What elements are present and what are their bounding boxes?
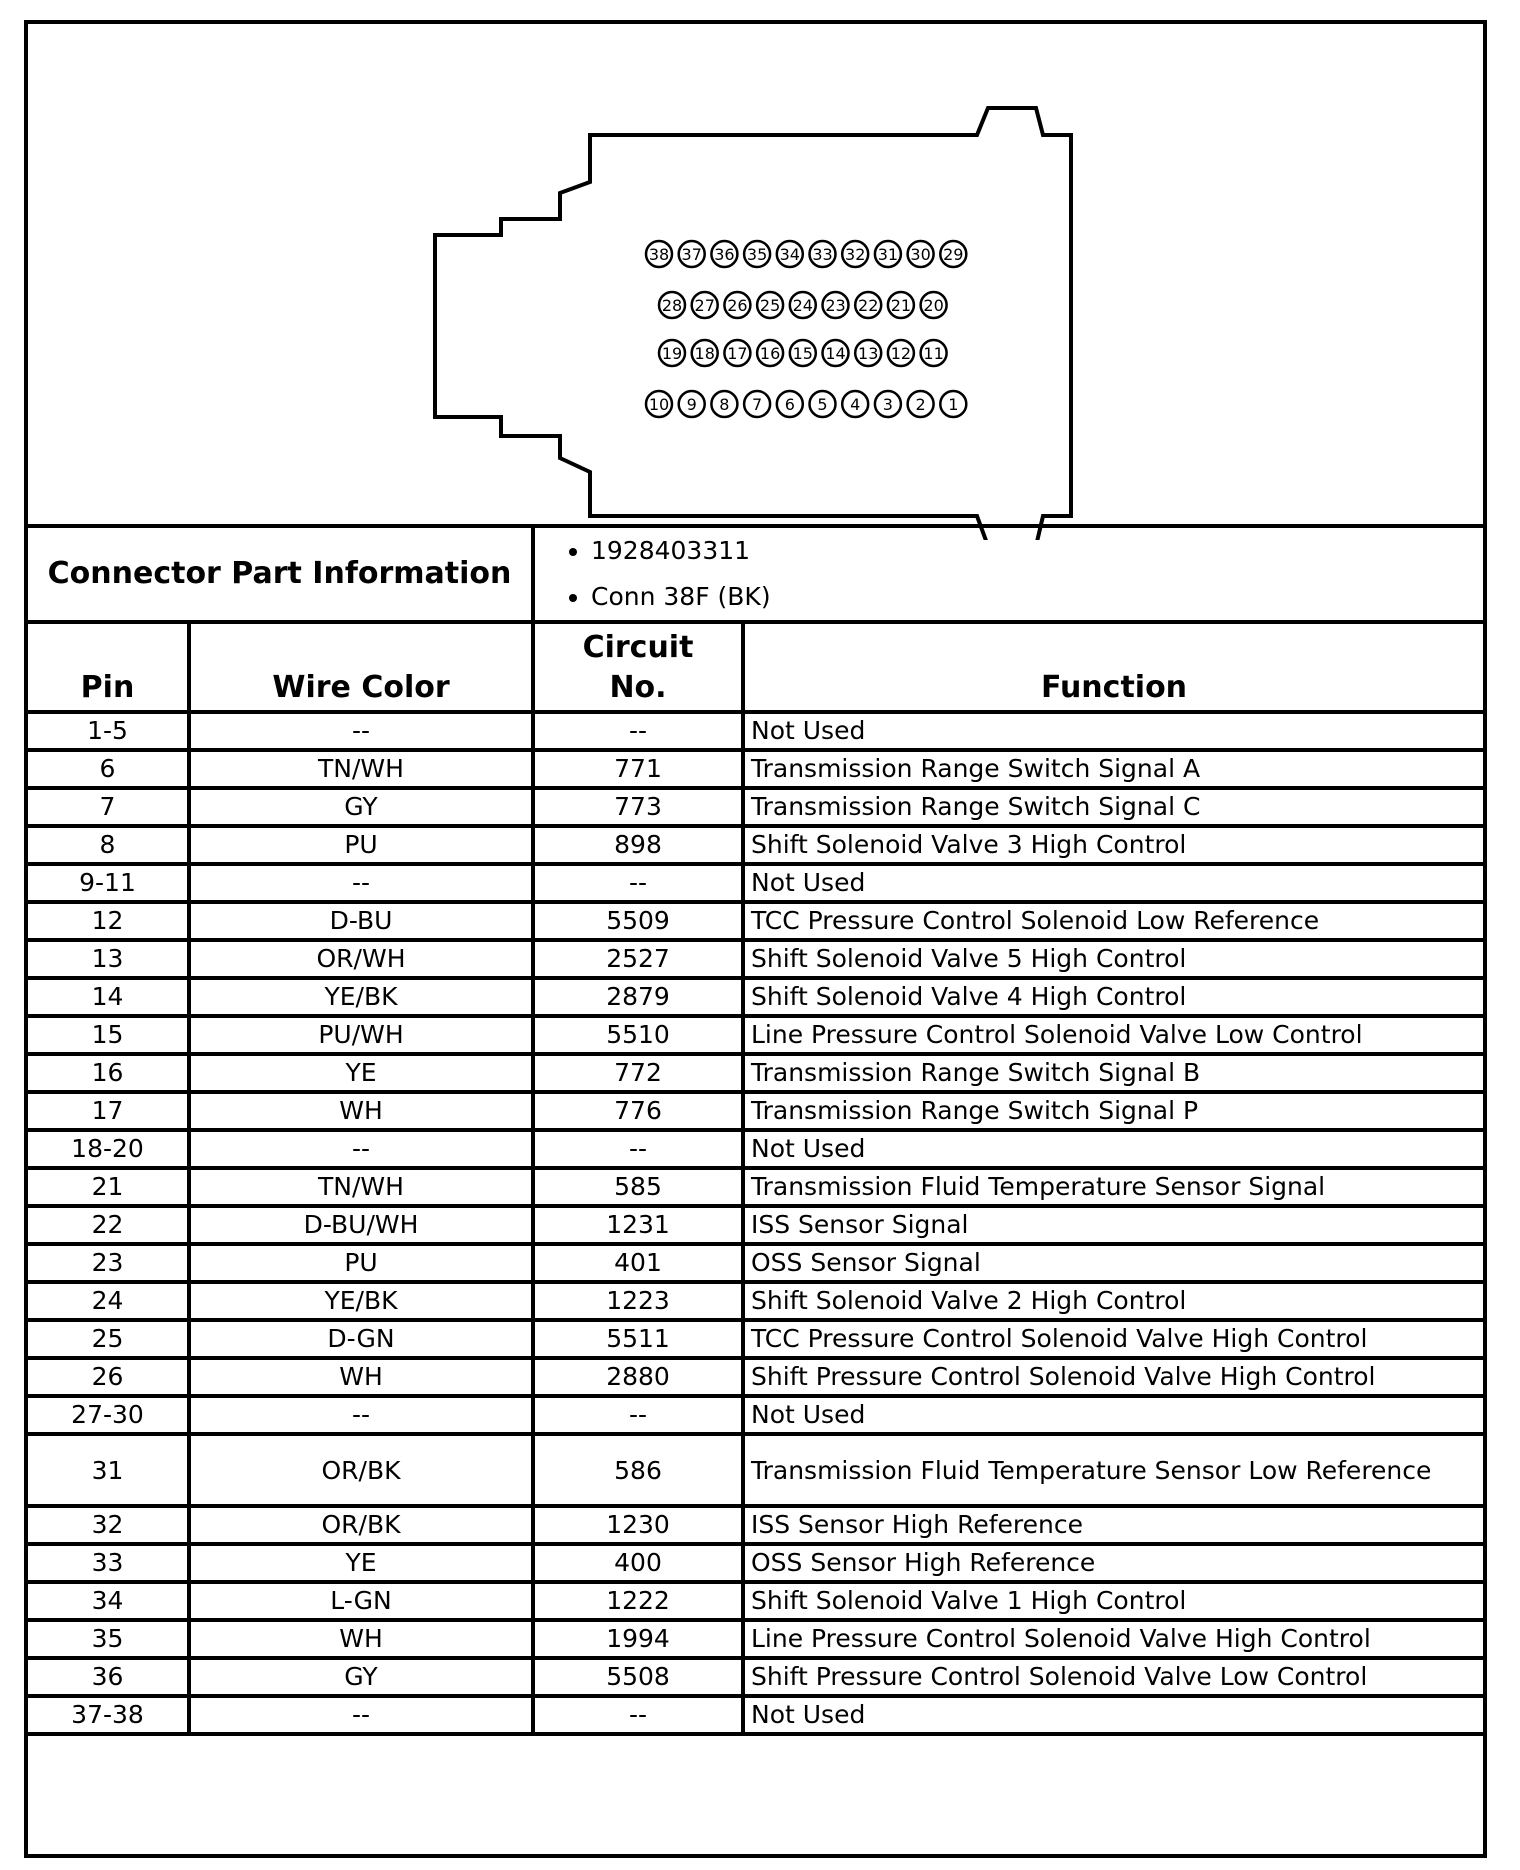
- pin-cell: 24: [26, 1282, 189, 1320]
- wire-color-cell: TN/WH: [189, 750, 533, 788]
- connector-pin-label: 36: [714, 245, 735, 264]
- wire-color-cell: OR/WH: [189, 940, 533, 978]
- wire-color-cell: OR/BK: [189, 1434, 533, 1506]
- connector-face-diagram: [28, 24, 1483, 528]
- table-row: [26, 788, 1485, 826]
- function-cell: Shift Solenoid Valve 4 High Control: [743, 978, 1485, 1016]
- table-row: [26, 1434, 1485, 1506]
- table-row: [26, 1168, 1485, 1206]
- connector-pin-label: 16: [759, 344, 781, 363]
- table-row: [26, 826, 1485, 864]
- function-cell: Shift Solenoid Valve 2 High Control: [743, 1282, 1485, 1320]
- connector-description: • Conn 38F (BK): [591, 574, 1477, 620]
- part-number: • 1928403311: [591, 528, 1477, 574]
- wire-color-cell: YE/BK: [189, 1282, 533, 1320]
- wire-color-cell: --: [189, 864, 533, 902]
- circuit-cell: --: [533, 712, 743, 750]
- pin-cell: 12: [26, 902, 189, 940]
- circuit-cell: 773: [533, 788, 743, 826]
- circuit-cell: 2880: [533, 1358, 743, 1396]
- connector-pin-label: 11: [923, 344, 944, 363]
- wire-color-cell: D-GN: [189, 1320, 533, 1358]
- table-row: [26, 1092, 1485, 1130]
- pin-cell: 35: [26, 1620, 189, 1658]
- circuit-cell: 400: [533, 1544, 743, 1582]
- circuit-cell: 1230: [533, 1506, 743, 1544]
- function-cell: Not Used: [743, 1696, 1485, 1734]
- pin-cell: 21: [26, 1168, 189, 1206]
- circuit-cell: 1994: [533, 1620, 743, 1658]
- wire-color-cell: YE/BK: [189, 978, 533, 1016]
- connector-pin-label: 18: [694, 344, 715, 363]
- connector-pin-label: 34: [779, 245, 800, 264]
- connector-outline: [0, 0, 1520, 540]
- header-pin: Pin: [26, 622, 189, 712]
- part-info-label: Connector Part Information: [26, 526, 533, 622]
- connector-pin-label: 7: [752, 395, 763, 414]
- wire-color-cell: TN/WH: [189, 1168, 533, 1206]
- pin-cell: 33: [26, 1544, 189, 1582]
- function-cell: Line Pressure Control Solenoid Valve High Control: [743, 1620, 1485, 1658]
- table-row: [26, 1054, 1485, 1092]
- pin-cell: 8: [26, 826, 189, 864]
- function-cell: OSS Sensor High Reference: [743, 1544, 1485, 1582]
- pin-cell: 14: [26, 978, 189, 1016]
- circuit-cell: 772: [533, 1054, 743, 1092]
- function-cell: TCC Pressure Control Solenoid Low Reference: [743, 902, 1485, 940]
- pin-cell: 18-20: [26, 1130, 189, 1168]
- connector-pin-label: 23: [825, 296, 846, 315]
- table-row: [26, 712, 1485, 750]
- connector-pin-label: 15: [792, 344, 813, 363]
- pinout-table: [24, 524, 1487, 1736]
- function-cell: Transmission Range Switch Signal B: [743, 1054, 1485, 1092]
- connector-pin-label: 10: [648, 395, 670, 414]
- wire-color-cell: --: [189, 1396, 533, 1434]
- pin-cell: 25: [26, 1320, 189, 1358]
- table-row: [26, 1396, 1485, 1434]
- pin-cell: 36: [26, 1658, 189, 1696]
- wire-color-cell: PU: [189, 826, 533, 864]
- connector-pin-label: 38: [648, 245, 670, 264]
- function-cell: ISS Sensor High Reference: [743, 1506, 1485, 1544]
- connector-pin-label: 20: [923, 296, 944, 315]
- table-row: [26, 1206, 1485, 1244]
- connector-pin-label: 25: [759, 296, 781, 315]
- wire-color-cell: WH: [189, 1358, 533, 1396]
- function-cell: Transmission Range Switch Signal P: [743, 1092, 1485, 1130]
- function-cell: Transmission Fluid Temperature Sensor Signal: [743, 1168, 1485, 1206]
- header-wire-color: Wire Color: [189, 622, 533, 712]
- connector-pin-label: 22: [858, 296, 879, 315]
- wire-color-cell: GY: [189, 1658, 533, 1696]
- circuit-cell: 5508: [533, 1658, 743, 1696]
- connector-pin-label: 32: [845, 245, 866, 264]
- connector-pin-label: 8: [719, 395, 730, 414]
- connector-pin-label: 19: [661, 344, 683, 363]
- connector-pin-label: 5: [817, 395, 828, 414]
- table-row: [26, 1320, 1485, 1358]
- pin-cell: 32: [26, 1506, 189, 1544]
- function-cell: Transmission Range Switch Signal C: [743, 788, 1485, 826]
- pin-cell: 31: [26, 1434, 189, 1506]
- circuit-cell: 585: [533, 1168, 743, 1206]
- connector-pin-label: 27: [694, 296, 715, 315]
- connector-pin-label: 12: [890, 344, 912, 363]
- wire-color-cell: --: [189, 1130, 533, 1168]
- table-row: [26, 1544, 1485, 1582]
- pin-cell: 13: [26, 940, 189, 978]
- circuit-cell: 1231: [533, 1206, 743, 1244]
- connector-pin-label: 31: [877, 245, 899, 264]
- function-cell: Shift Pressure Control Solenoid Valve High Control: [743, 1358, 1485, 1396]
- pin-cell: 15: [26, 1016, 189, 1054]
- table-row: [26, 978, 1485, 1016]
- connector-pin-label: 24: [792, 296, 813, 315]
- pin-cell: 16: [26, 1054, 189, 1092]
- circuit-cell: 5509: [533, 902, 743, 940]
- circuit-cell: 2879: [533, 978, 743, 1016]
- circuit-cell: --: [533, 1396, 743, 1434]
- circuit-cell: --: [533, 1130, 743, 1168]
- function-cell: Not Used: [743, 1130, 1485, 1168]
- function-cell: Shift Pressure Control Solenoid Valve Low Control: [743, 1658, 1485, 1696]
- function-cell: Shift Solenoid Valve 3 High Control: [743, 826, 1485, 864]
- circuit-cell: 771: [533, 750, 743, 788]
- header-function: Function: [743, 622, 1485, 712]
- pin-cell: 26: [26, 1358, 189, 1396]
- connector-document: [24, 20, 1487, 1858]
- circuit-cell: 586: [533, 1434, 743, 1506]
- connector-part-info: [26, 526, 1485, 622]
- function-cell: Not Used: [743, 864, 1485, 902]
- table-row: [26, 750, 1485, 788]
- connector-pin-label: 1: [948, 395, 959, 414]
- table-row: [26, 902, 1485, 940]
- table-row: [26, 1506, 1485, 1544]
- wire-color-cell: PU/WH: [189, 1016, 533, 1054]
- circuit-cell: 401: [533, 1244, 743, 1282]
- connector-pin-label: 33: [812, 245, 833, 264]
- function-cell: Transmission Range Switch Signal A: [743, 750, 1485, 788]
- circuit-cell: --: [533, 1696, 743, 1734]
- function-cell: Line Pressure Control Solenoid Valve Low Control: [743, 1016, 1485, 1054]
- connector-pin-label: 17: [727, 344, 748, 363]
- wire-color-cell: L-GN: [189, 1582, 533, 1620]
- connector-pin-label: 21: [890, 296, 912, 315]
- pin-cell: 37-38: [26, 1696, 189, 1734]
- circuit-cell: 1223: [533, 1282, 743, 1320]
- wire-color-cell: --: [189, 712, 533, 750]
- function-cell: TCC Pressure Control Solenoid Valve High Control: [743, 1320, 1485, 1358]
- circuit-cell: 5511: [533, 1320, 743, 1358]
- circuit-cell: 776: [533, 1092, 743, 1130]
- circuit-cell: 2527: [533, 940, 743, 978]
- circuit-cell: 5510: [533, 1016, 743, 1054]
- connector-pin-label: 9: [686, 395, 697, 414]
- function-cell: ISS Sensor Signal: [743, 1206, 1485, 1244]
- table-row: [26, 1620, 1485, 1658]
- wire-color-cell: WH: [189, 1092, 533, 1130]
- wire-color-cell: D-BU/WH: [189, 1206, 533, 1244]
- pin-cell: 6: [26, 750, 189, 788]
- connector-pin-label: 35: [746, 245, 768, 264]
- table-row: [26, 864, 1485, 902]
- table-header: [26, 622, 1485, 712]
- wire-color-cell: WH: [189, 1620, 533, 1658]
- circuit-cell: 1222: [533, 1582, 743, 1620]
- function-cell: Not Used: [743, 1396, 1485, 1434]
- table-row: [26, 1016, 1485, 1054]
- table-row: [26, 1282, 1485, 1320]
- pin-cell: 23: [26, 1244, 189, 1282]
- table-row: [26, 1244, 1485, 1282]
- header-circuit: Circuit No.: [533, 622, 743, 712]
- connector-pin-label: 14: [825, 344, 846, 363]
- function-cell: Shift Solenoid Valve 5 High Control: [743, 940, 1485, 978]
- connector-pin-label: 4: [850, 395, 861, 414]
- pin-cell: 9-11: [26, 864, 189, 902]
- connector-pin-label: 2: [915, 395, 926, 414]
- function-cell: Shift Solenoid Valve 1 High Control: [743, 1582, 1485, 1620]
- circuit-cell: 898: [533, 826, 743, 864]
- connector-pin-label: 37: [681, 245, 702, 264]
- function-cell: OSS Sensor Signal: [743, 1244, 1485, 1282]
- circuit-cell: --: [533, 864, 743, 902]
- table-row: [26, 1130, 1485, 1168]
- table-row: [26, 940, 1485, 978]
- function-cell: Transmission Fluid Temperature Sensor Low Reference: [743, 1434, 1485, 1506]
- wire-color-cell: OR/BK: [189, 1506, 533, 1544]
- table-row: [26, 1696, 1485, 1734]
- pin-cell: 7: [26, 788, 189, 826]
- function-cell: Not Used: [743, 712, 1485, 750]
- wire-color-cell: GY: [189, 788, 533, 826]
- connector-pin-label: 6: [784, 395, 795, 414]
- connector-pin-label: 29: [943, 245, 964, 264]
- wire-color-cell: PU: [189, 1244, 533, 1282]
- connector-pin-label: 30: [910, 245, 931, 264]
- connector-pin-label: 28: [661, 296, 683, 315]
- table-row: [26, 1658, 1485, 1696]
- pin-cell: 1-5: [26, 712, 189, 750]
- wire-color-cell: YE: [189, 1544, 533, 1582]
- pin-cell: 27-30: [26, 1396, 189, 1434]
- connector-pin-label: 3: [882, 395, 893, 414]
- table-row: [26, 1358, 1485, 1396]
- wire-color-cell: D-BU: [189, 902, 533, 940]
- wire-color-cell: YE: [189, 1054, 533, 1092]
- connector-pin-label: 13: [858, 344, 879, 363]
- pin-cell: 17: [26, 1092, 189, 1130]
- pin-cell: 34: [26, 1582, 189, 1620]
- pin-cell: 22: [26, 1206, 189, 1244]
- connector-pin-label: 26: [727, 296, 748, 315]
- wire-color-cell: --: [189, 1696, 533, 1734]
- table-row: [26, 1582, 1485, 1620]
